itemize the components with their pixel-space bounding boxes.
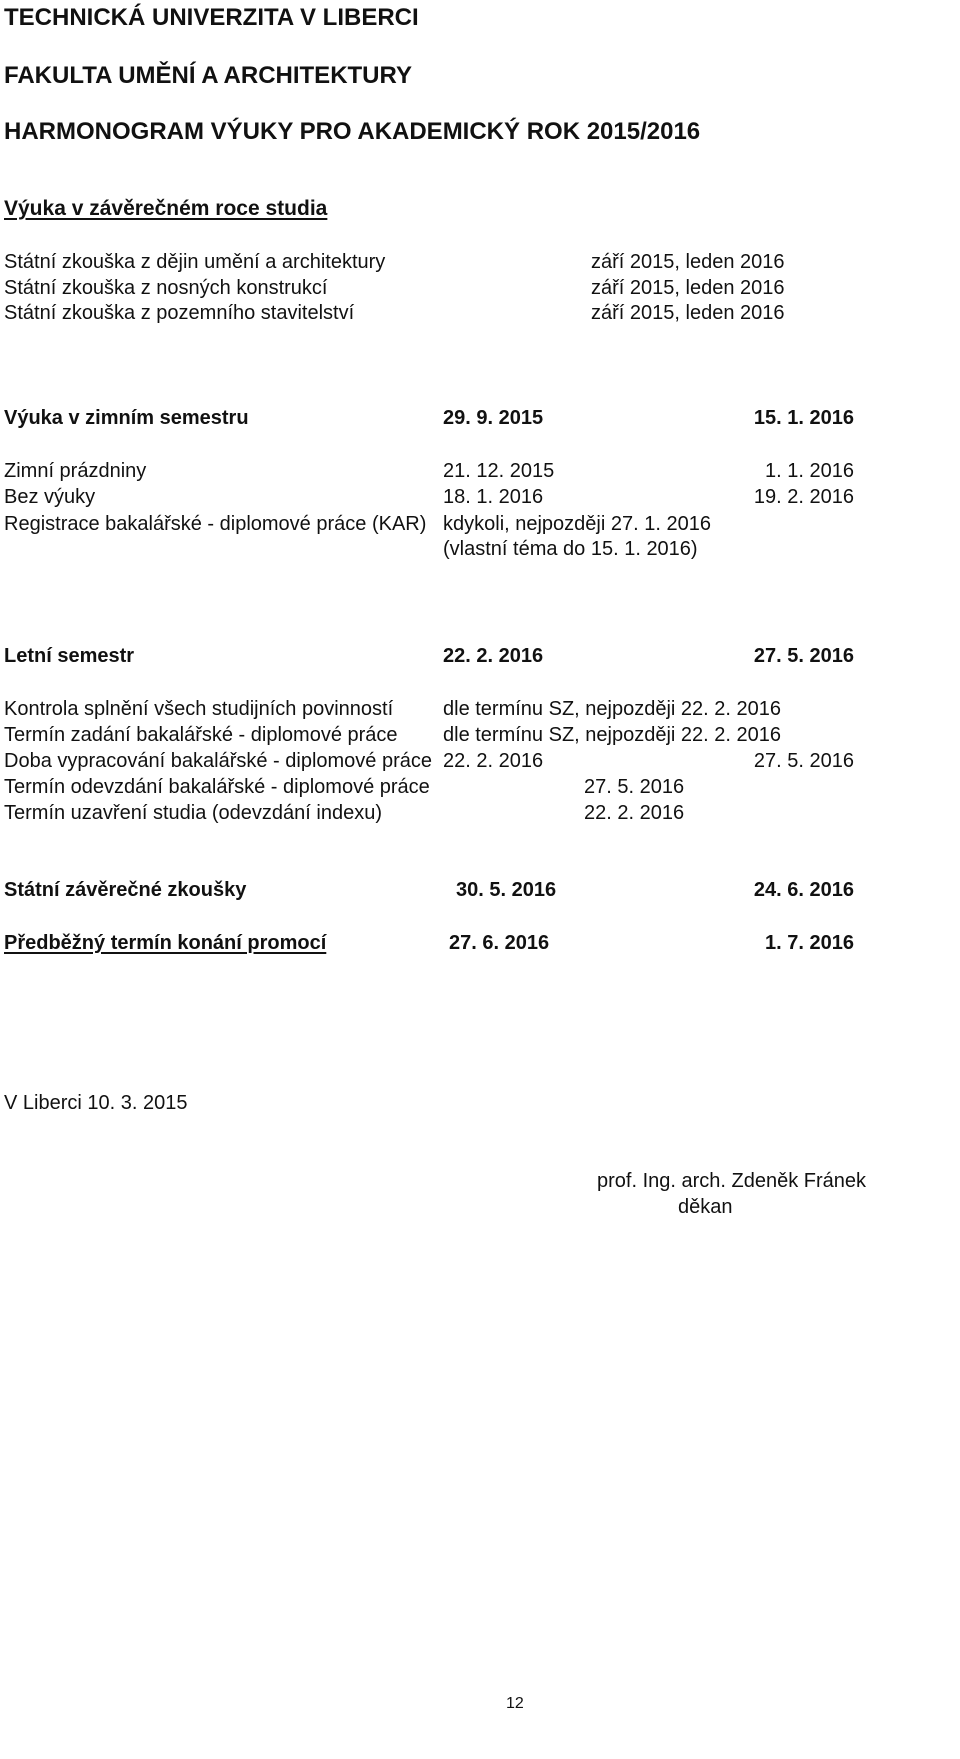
schedule-title: HARMONOGRAM VÝUKY PRO AKADEMICKÝ ROK 2015/2016: [4, 118, 701, 145]
summer-row-label: Termín zadání bakalářské - diplomové práce: [4, 724, 398, 746]
place-date: V Liberci 10. 3. 2015: [4, 1092, 188, 1114]
summer-row-value: dle termínu SZ, nejpozději 22. 2. 2016: [443, 724, 781, 746]
summer-row-end: 27. 5. 2016: [753, 750, 854, 772]
final-year-row-value: září 2015, leden 2016: [591, 251, 785, 273]
final-year-row-label: Státní zkouška z nosných konstrukcí: [4, 277, 328, 299]
summer-end-date: 27. 5. 2016: [753, 645, 854, 667]
page-number: 12: [506, 1695, 524, 1712]
state-exams-label: Státní závěrečné zkoušky: [4, 879, 247, 901]
summer-row-value: dle termínu SZ, nejpozději 22. 2. 2016: [443, 698, 781, 720]
graduation-label: Předběžný termín konání promocí: [4, 932, 327, 954]
summer-row-label: Termín odevzdání bakalářské - diplomové práce: [4, 776, 430, 798]
summer-row-start: 22. 2. 2016: [443, 750, 544, 772]
signatory-role: děkan: [678, 1196, 733, 1218]
summer-row-label: Doba vypracování bakalářské - diplomové práce: [4, 750, 432, 772]
winter-row-label: Bez výuky: [4, 486, 96, 508]
state-exams-end: 24. 6. 2016: [753, 879, 854, 901]
university-title: TECHNICKÁ UNIVERZITA V LIBERCI: [4, 4, 419, 31]
winter-end-date: 15. 1. 2016: [753, 407, 854, 429]
graduation-end: 1. 7. 2016: [765, 932, 854, 954]
summer-start-date: 22. 2. 2016: [443, 645, 544, 667]
summer-row-label: Termín uzavření studia (odevzdání indexu): [4, 802, 382, 824]
final-year-heading: Výuka v závěrečném roce studia: [4, 197, 328, 220]
winter-row-end: 1. 1. 2016: [765, 460, 854, 482]
winter-heading: Výuka v zimním semestru: [4, 407, 249, 429]
summer-heading: Letní semestr: [4, 645, 135, 667]
signatory-name: prof. Ing. arch. Zdeněk Fránek: [597, 1170, 867, 1192]
final-year-row-value: září 2015, leden 2016: [591, 277, 785, 299]
summer-row-label: Kontrola splnění všech studijních povinností: [4, 698, 394, 720]
graduation-start: 27. 6. 2016: [449, 932, 550, 954]
registration-note: (vlastní téma do 15. 1. 2016): [443, 538, 698, 560]
winter-row-end: 19. 2. 2016: [753, 486, 854, 508]
final-year-row-label: Státní zkouška z dějin umění a architektury: [4, 251, 386, 273]
final-year-row-value: září 2015, leden 2016: [591, 302, 785, 324]
winter-start-date: 29. 9. 2015: [443, 407, 544, 429]
winter-row-start: 18. 1. 2016: [443, 486, 544, 508]
state-exams-start: 30. 5. 2016: [456, 879, 557, 901]
winter-row-label: Zimní prázdniny: [4, 460, 147, 482]
faculty-title: FAKULTA UMĚNÍ A ARCHITEKTURY: [4, 62, 412, 89]
registration-label: Registrace bakalářské - diplomové práce (KAR): [4, 513, 427, 535]
winter-row-start: 21. 12. 2015: [443, 460, 555, 482]
summer-row-value: 27. 5. 2016: [584, 776, 685, 798]
registration-value: kdykoli, nejpozději 27. 1. 2016: [443, 513, 711, 535]
summer-row-value: 22. 2. 2016: [584, 802, 685, 824]
final-year-row-label: Státní zkouška z pozemního stavitelství: [4, 302, 355, 324]
